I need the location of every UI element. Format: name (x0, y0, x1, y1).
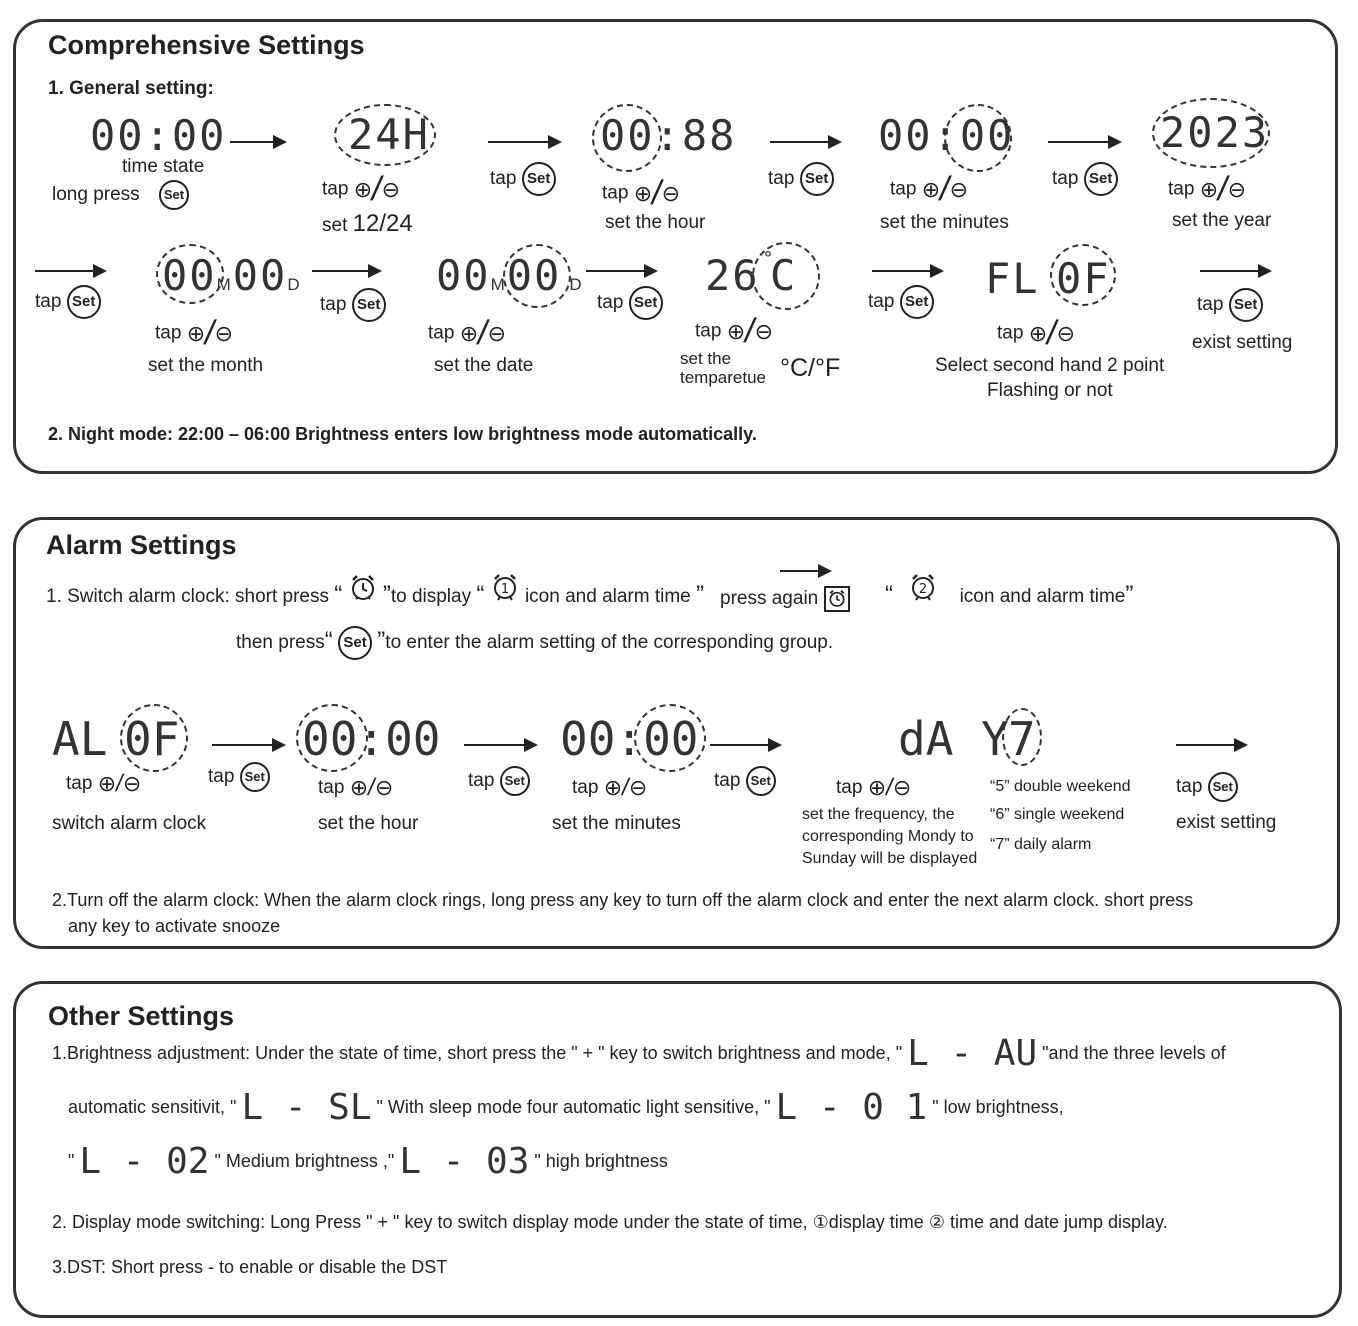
quote: “ (476, 581, 485, 608)
exist-setting-label: exist setting (1192, 332, 1293, 353)
tap-set-7 (868, 285, 934, 319)
set-button[interactable]: Set (352, 288, 386, 322)
tap-plus-minus (602, 174, 680, 213)
set-hour-label: set the hour (605, 212, 706, 233)
tap-label: tap (320, 294, 347, 316)
slash-icon: / (474, 314, 492, 352)
tap-label: tap (868, 291, 895, 313)
enter-setting-text: to enter the alarm setting of the corresponding group. (385, 632, 834, 654)
brightness-text-6: " Medium brightness ," (214, 1150, 395, 1171)
alarm-clock-icon (348, 586, 383, 607)
tap-label: tap (695, 320, 722, 342)
dashed-highlight (944, 104, 1012, 172)
tap-label: tap (208, 766, 235, 788)
tap-set-3 (1052, 162, 1118, 196)
turn-off-line-2: any key to activate snooze (68, 916, 281, 936)
minus-icon[interactable]: ⊖ (1056, 320, 1076, 346)
tap-plus-minus (836, 774, 911, 802)
arrow-icon (1176, 744, 1246, 746)
set-12-24-value: 12/24 (352, 210, 413, 237)
to-display-text: to display (390, 586, 472, 607)
minus-icon[interactable]: ⊖ (949, 176, 969, 202)
other-title: Other Settings (48, 1001, 235, 1031)
minus-icon[interactable]: ⊖ (374, 775, 394, 800)
slash-icon: / (936, 170, 954, 208)
tap-label: tap (35, 291, 62, 313)
quote: ” (377, 627, 386, 655)
set-button[interactable]: Set (800, 162, 834, 196)
tap-plus-minus (322, 170, 400, 209)
plus-icon[interactable]: ⊕ (97, 771, 117, 796)
minus-icon[interactable]: ⊖ (754, 318, 774, 344)
l01-display: L - 0 1 (775, 1087, 928, 1128)
minus-icon[interactable]: ⊖ (661, 180, 681, 206)
tap-plus-minus (318, 774, 393, 802)
slash-icon: / (368, 170, 386, 208)
comprehensive-title: Comprehensive Settings (48, 30, 365, 60)
24h-display: 24H (348, 110, 430, 159)
tap-plus-minus (997, 314, 1075, 353)
tap-plus-minus (890, 170, 968, 209)
tap-plus-minus (155, 314, 233, 353)
set-month-label: set the month (148, 355, 264, 376)
tap-set-a4 (1176, 772, 1238, 802)
tap-set-1 (490, 162, 556, 196)
freq-desc-2: corresponding Mondy to (802, 828, 974, 845)
arrow-icon (464, 744, 536, 746)
brightness-text-2: "and the three levels of (1042, 1042, 1226, 1063)
tap-label: tap (1052, 168, 1079, 190)
temp-unit-label: °C/°F (780, 354, 841, 382)
alarm-exist-setting: exist setting (1176, 812, 1277, 833)
set-button[interactable]: Set (1208, 772, 1238, 802)
slash-icon: / (741, 312, 759, 350)
tap-label: tap (490, 168, 517, 190)
brightness-text-5: " low brightness, (932, 1096, 1064, 1117)
minus-icon[interactable]: ⊖ (214, 320, 234, 346)
alarm-button-icon[interactable] (824, 586, 850, 612)
plus-icon[interactable]: ⊕ (1199, 176, 1219, 202)
set-temp-label-2: temparetue (680, 368, 766, 387)
slash-icon: / (648, 174, 666, 212)
slash-icon: / (1043, 314, 1061, 352)
slash-icon: / (365, 774, 378, 801)
quote: “ (885, 581, 893, 608)
plus-icon[interactable]: ⊕ (353, 176, 373, 202)
al-display: AL (52, 712, 108, 766)
minutes-display: 00:00 (878, 111, 1015, 160)
turn-off-line-1: 2.Turn off the alarm clock: When the alarm clock rings, long press any key to turn off the alarm clock and enter the next alarm clock. short press (52, 890, 1194, 910)
switch-text: 1. Switch alarm clock: short press (46, 586, 329, 607)
set-date-label: set the date (434, 355, 534, 376)
arrow-icon (1200, 270, 1270, 272)
fl-desc-1: Select second hand 2 point (935, 355, 1165, 376)
set-minutes-label: set the minutes (880, 212, 1009, 233)
brightness-line-1 (52, 1033, 1226, 1074)
minus-icon[interactable]: ⊖ (892, 775, 912, 800)
tap-label: tap (155, 322, 182, 344)
arrow-icon (872, 270, 942, 272)
quote: “ (334, 581, 343, 608)
alarm-set-hour-label: set the hour (318, 813, 419, 834)
tap-label: tap (428, 322, 455, 344)
option-7: “7” daily alarm (990, 836, 1092, 853)
brightness-line-2 (68, 1087, 1064, 1128)
tap-plus-minus (572, 774, 647, 802)
alarm-hour-display: 00:00 (302, 712, 441, 766)
tap-plus-minus (428, 314, 506, 353)
tap-plus-minus (695, 312, 773, 351)
night-mode-text: 2. Night mode: 22:00 – 06:00 Brightness enters low brightness mode automatically. (48, 424, 757, 444)
set-button[interactable]: Set (1229, 288, 1263, 322)
svg-text:1: 1 (500, 582, 509, 597)
fl-desc-2: Flashing or not (987, 380, 1113, 401)
tap-set-4 (35, 285, 101, 319)
switch-alarm-label: switch alarm clock (52, 813, 207, 834)
hour-display: 00:88 (600, 111, 737, 160)
alarm-2-line (885, 572, 1133, 609)
tap-set-2 (768, 162, 834, 196)
press-again-label (720, 586, 850, 612)
switch-alarm-line (46, 572, 704, 609)
set-prefix: set (322, 215, 348, 236)
then-press-line (236, 626, 833, 660)
alarm-2-icon (908, 582, 943, 607)
time-display: 00:00 (90, 111, 227, 160)
slash-icon: / (1214, 170, 1232, 208)
date-display: 00M00 D (436, 251, 584, 300)
plus-icon[interactable]: ⊕ (459, 320, 479, 346)
tap-label: tap (1197, 294, 1224, 316)
tap-label: tap (1168, 178, 1195, 200)
arrow-icon (35, 270, 105, 272)
alarm-min-display: 00:00 (560, 712, 699, 766)
tap-label: tap (836, 777, 863, 799)
plus-icon[interactable]: ⊕ (1028, 320, 1048, 346)
l02-display: L - 02 (79, 1141, 210, 1182)
time-state-label: time state (122, 156, 205, 177)
slash-icon: / (201, 314, 219, 352)
dashed-highlight (503, 244, 571, 308)
brightness-text-1: 1.Brightness adjustment: Under the state of time, short press the " + " key to switch brightness and mode, " (52, 1042, 903, 1063)
minus-icon[interactable]: ⊖ (122, 771, 142, 796)
tap-label: tap (602, 182, 629, 204)
plus-icon[interactable]: ⊕ (633, 180, 653, 206)
tap-label: tap (1176, 776, 1203, 798)
set-button[interactable]: Set (629, 286, 663, 320)
arrow-icon (1048, 141, 1120, 143)
temp-display: 26 (705, 251, 760, 300)
minus-icon[interactable]: ⊖ (1227, 176, 1247, 202)
al-value-display: 0F (124, 712, 180, 766)
alarm-set-minutes-label: set the minutes (552, 813, 681, 834)
month-display: 00M00D (162, 251, 302, 300)
tap-label: tap (597, 292, 624, 314)
quote: " (68, 1150, 75, 1171)
temp-unit-display: C (770, 251, 798, 300)
arrow-icon (212, 744, 284, 746)
arrow-icon (488, 141, 560, 143)
set-button[interactable]: Set (338, 626, 372, 660)
minus-icon[interactable]: ⊖ (381, 176, 401, 202)
fl-display: FL (985, 254, 1040, 303)
arrow-icon (780, 570, 830, 572)
option-5: “5” double weekend (990, 778, 1131, 795)
tap-plus-minus (66, 770, 141, 798)
svg-text:2: 2 (919, 582, 928, 597)
l03-display: L - 03 (399, 1141, 530, 1182)
alarm-1-icon (490, 582, 525, 607)
then-press-text: then press (236, 632, 325, 654)
plus-icon[interactable]: ⊕ (186, 320, 206, 346)
arrow-icon (710, 744, 780, 746)
set-button[interactable]: Set (1084, 162, 1118, 196)
brightness-text-4: " With sleep mode four automatic light sensitive, " (376, 1096, 771, 1117)
set-button[interactable]: Set (900, 285, 934, 319)
plus-icon[interactable]: ⊕ (921, 176, 941, 202)
minus-icon[interactable]: ⊖ (628, 775, 648, 800)
dashed-highlight (634, 704, 706, 772)
day-value-display: 7 (1008, 712, 1036, 766)
quote: ” (696, 581, 705, 608)
alarm-title: Alarm Settings (46, 530, 237, 560)
icon-alarm-time-text: icon and alarm time (959, 586, 1126, 607)
year-display: 2023 (1160, 108, 1270, 157)
long-press-label (52, 180, 189, 210)
arrow-icon (230, 141, 285, 143)
tap-set-a2 (468, 766, 530, 796)
long-press-text: long press (52, 184, 140, 206)
dst-text: 3.DST: Short press - to enable or disable the DST (52, 1257, 448, 1277)
set-button[interactable]: Set (159, 180, 189, 210)
set-button[interactable]: Set (240, 762, 270, 792)
brightness-text-3: automatic sensitivit, " (68, 1096, 237, 1117)
icon-alarm-time-text: icon and alarm time (524, 586, 691, 607)
set-button[interactable]: Set (500, 766, 530, 796)
lau-display: L - AU (907, 1033, 1038, 1074)
freq-desc-3: Sunday will be displayed (802, 850, 978, 867)
plus-icon[interactable]: ⊕ (867, 775, 887, 800)
tap-set-5 (320, 288, 386, 322)
plus-icon[interactable]: ⊕ (726, 318, 746, 344)
tap-label: tap (318, 777, 345, 799)
quote: ” (382, 581, 391, 608)
set-button[interactable]: Set (746, 766, 776, 796)
arrow-icon (770, 141, 840, 143)
tap-label: tap (468, 770, 495, 792)
press-again-text: press again (720, 588, 819, 610)
tap-label: tap (890, 178, 917, 200)
brightness-text-7: " high brightness (534, 1150, 668, 1171)
tap-label: tap (997, 322, 1024, 344)
slash-icon: / (619, 774, 632, 801)
plus-icon[interactable]: ⊕ (349, 775, 369, 800)
tap-set-a1 (208, 762, 270, 792)
tap-label: tap (322, 178, 349, 200)
tap-set-8 (1197, 288, 1263, 322)
set-12-24-label (322, 210, 413, 238)
tap-set-a3 (714, 766, 776, 796)
slash-icon: / (883, 774, 896, 801)
general-setting-heading: 1. General setting: (48, 78, 214, 99)
lsl-display: L - SL (241, 1087, 372, 1128)
day-display: dA Y (898, 712, 1009, 766)
set-button[interactable]: Set (67, 285, 101, 319)
display-mode-text: 2. Display mode switching: Long Press " + " key to switch display mode under the state of time, ①display time ② time and date jump display. (52, 1212, 1168, 1232)
temp-degree: ° (764, 248, 772, 270)
quote: ” (1125, 581, 1134, 608)
brightness-line-3 (68, 1141, 668, 1182)
set-button[interactable]: Set (522, 162, 556, 196)
option-6: “6” single weekend (990, 806, 1125, 823)
slash-icon: / (113, 770, 126, 797)
tap-label: tap (66, 773, 93, 795)
arrow-icon (312, 270, 380, 272)
fl-value-display: 0F (1056, 254, 1111, 303)
plus-icon[interactable]: ⊕ (603, 775, 623, 800)
freq-desc-1: set the frequency, the (802, 806, 955, 823)
tap-set-6 (597, 286, 663, 320)
arrow-icon (586, 270, 656, 272)
set-year-label: set the year (1172, 210, 1272, 231)
set-temp-label-1: set the (680, 349, 732, 368)
tap-plus-minus (1168, 170, 1246, 209)
minus-icon[interactable]: ⊖ (487, 320, 507, 346)
quote: “ (324, 627, 333, 655)
tap-label: tap (768, 168, 795, 190)
tap-label: tap (714, 770, 741, 792)
tap-label: tap (572, 777, 599, 799)
